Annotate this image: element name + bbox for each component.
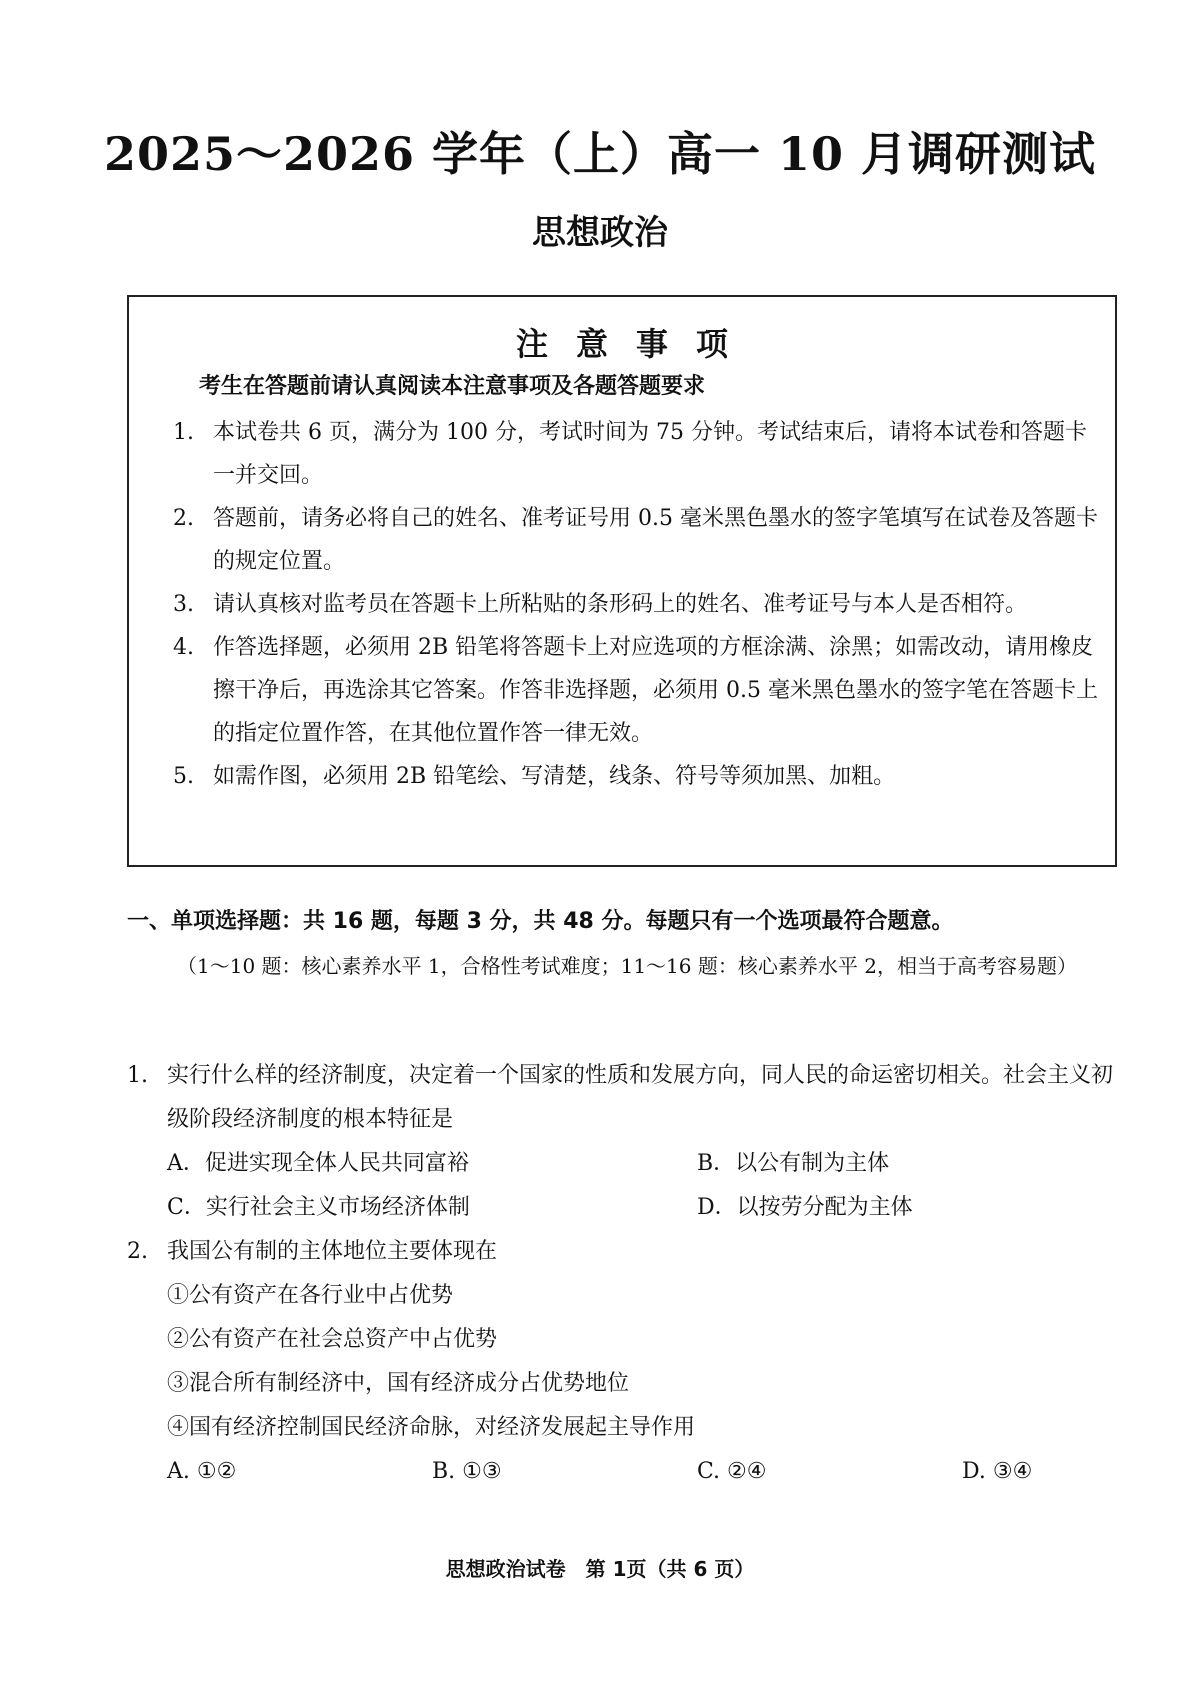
notice-item-number: 4. xyxy=(173,635,194,660)
statement-4: ④国有经济控制国民经济命脉，对经济发展起主导作用 xyxy=(167,1415,696,1440)
notice-item xyxy=(173,755,1103,798)
section-title: 一、单项选择题：共 16 题，每题 3 分，共 48 分。每题只有一个选项最符合题意。 xyxy=(127,909,954,934)
notice-item-number: 5. xyxy=(173,764,194,789)
notice-item-number: 3. xyxy=(173,592,194,617)
option-d[interactable]: D．以按劳分配为主体 xyxy=(697,1195,913,1220)
question-stem xyxy=(127,1054,1117,1142)
notice-item xyxy=(173,497,1103,583)
notice-item xyxy=(173,583,1103,626)
question-number: 1. xyxy=(127,1063,148,1088)
option-a[interactable]: A. ①② xyxy=(167,1459,237,1484)
option-d[interactable]: D. ③④ xyxy=(962,1459,1033,1484)
page-footer: 思想政治试卷 第 1页（共 6 页） xyxy=(445,1557,755,1581)
option-list xyxy=(127,1142,1117,1230)
option-a[interactable]: A．促进实现全体人民共同富裕 xyxy=(167,1151,469,1176)
notice-item-number: 1. xyxy=(173,420,194,445)
notice-item-text: 作答选择题，必须用 2B 铅笔将答题卡上对应选项的方框涂满、涂黑；如需改动，请用橡皮擦干净后，再选涂其它答案。作答非选择题，必须用 0.5 毫米黑色墨水的签字笔在答题卡上的指定位置作答，在其他位置作答一律无效。 xyxy=(213,635,1098,746)
question-text: 实行什么样的经济制度，决定着一个国家的性质和发展方向，同人民的命运密切相关。社会主义初级阶段经济制度的根本特征是 xyxy=(167,1063,1114,1132)
option-b[interactable]: B．以公有制为主体 xyxy=(697,1151,890,1176)
option-list xyxy=(127,1450,1117,1494)
notice-item-text: 本试卷共 6 页，满分为 100 分，考试时间为 75 分钟。考试结束后，请将本试卷和答题卡一并交回。 xyxy=(213,420,1087,488)
subject-title: 思想政治 xyxy=(532,213,668,253)
notice-item xyxy=(173,411,1103,497)
question-number: 2. xyxy=(127,1239,148,1264)
section-note: （1～10 题：核心素养水平 1，合格性考试难度；11～16 题：核心素养水平 2，相当于高考容易题） xyxy=(177,954,1077,978)
statement-3: ③混合所有制经济中，国有经济成分占优势地位 xyxy=(167,1371,630,1396)
question-1 xyxy=(127,1054,1117,1230)
question-text: 我国公有制的主体地位主要体现在 xyxy=(167,1239,498,1264)
statement-2: ②公有资产在社会总资产中占优势 xyxy=(167,1327,498,1352)
section-header xyxy=(127,900,1117,988)
notice-item-text: 如需作图，必须用 2B 铅笔绘、写清楚，线条、符号等须加黑、加粗。 xyxy=(213,764,896,789)
notice-item-text: 答题前，请务必将自己的姓名、准考证号用 0.5 毫米黑色墨水的签字笔填写在试卷及答题卡的规定位置。 xyxy=(213,506,1098,574)
notice-list xyxy=(173,411,1103,798)
notice-item xyxy=(173,626,1103,755)
notice-box xyxy=(127,295,1117,867)
notice-item-number: 2. xyxy=(173,506,194,531)
option-c[interactable]: C．实行社会主义市场经济体制 xyxy=(167,1195,470,1220)
notice-subheading: 考生在答题前请认真阅读本注意事项及各题答题要求 xyxy=(199,374,706,399)
statement-1: ①公有资产在各行业中占优势 xyxy=(167,1283,454,1308)
option-b[interactable]: B. ①③ xyxy=(432,1459,502,1484)
notice-item-text: 请认真核对监考员在答题卡上所粘贴的条形码上的姓名、准考证号与本人是否相符。 xyxy=(213,592,1028,617)
page-title: 2025～2026 学年（上）高一 10 月调研测试 xyxy=(103,127,1097,181)
question-2 xyxy=(127,1230,1117,1494)
question-stem xyxy=(127,1230,1117,1274)
option-c[interactable]: C. ②④ xyxy=(697,1459,767,1484)
notice-heading: 注意事项 xyxy=(515,325,756,363)
